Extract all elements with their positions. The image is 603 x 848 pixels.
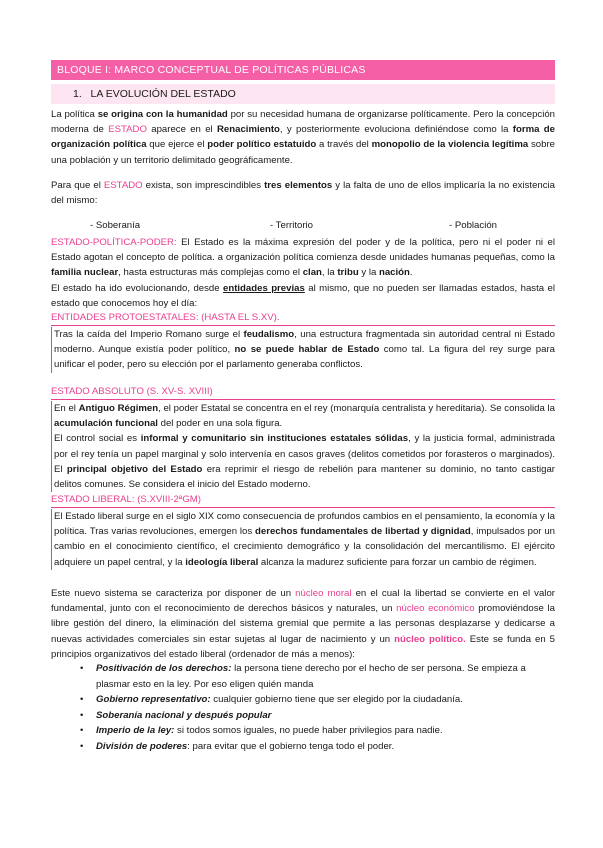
paragraph-liberal-nuclei: Este nuevo sistema se caracteriza por disponer de un núcleo moral en el cual la libertad se convierte en el valor fundamental, junto con el reconocimiento de derechos básicos y naturales, un núcleo económico promoviéndose la libre gestión del dinero, la eliminación del sistema gremial que permite a las personas desplazarse y dedicarse a nuevas actividades comerciales sin estar sujetas al lugar de nacimiento y un núcleo político. Este se funda en 5 principios organizativos del estado liberal (ordenador de más a menos):	[51, 588, 556, 660]
list-item: • Imperio de la ley: si todos somos iguales, no puede haber privilegios para nadie.	[80, 725, 443, 736]
section-title: LA EVOLUCIÓN DEL ESTADO	[90, 88, 236, 100]
list-item: • Soberanía nacional y después popular	[80, 709, 272, 721]
list-item: • Positivación de los derechos: la persona tiene derecho por el hecho de ser persona. Se empieza a plasmar esto en la ley. Por eso eligen quién manda	[80, 663, 526, 690]
list-item: • División de poderes: para evitar que el gobierno tenga todo el poder.	[80, 740, 395, 752]
paragraph-absolute-state: En el Antiguo Régimen, el poder Estatal se concentra en el rey (monarquía centralista y hereditaria). Se consolida la acumulación funcional del poder en una sola figura. El control social es informal y comunitario sin instituciones estatales sólidas, y la justicia formal, administrada por el rey tenía un papel marginal y solo intervenía en casos graves (delitos cometidos por forasteros o marginados). El principal objetivo del Estado era reprimir el riesgo de rebelión para mantener su dominio, no tanto castigar delitos comunes. Se considera el inicio del Estado moderno.	[51, 401, 555, 492]
element-population: - Población	[449, 220, 497, 231]
paragraph-elements: Para que el ESTADO exista, son imprescindibles tres elementos y la falta de uno de ellos implicaría la no existencia del mismo:	[51, 180, 555, 207]
paragraph-feudalism: Tras la caída del Imperio Romano surge el feudalismo, una estructura fragmentada sin autoridad central ni Estado moderno. Aunque existía poder político, no se puede hablar de Estado como tal. La figura del rey surge para unificar el poder, pero su elección por el parlamento generaba conflictos.	[51, 327, 555, 373]
element-territory: - Territorio	[270, 220, 314, 231]
heading-protostate: ENTIDADES PROTOESTATALES: (HASTA EL S.XV).	[51, 311, 555, 326]
list-item: • Gobierno representativo: cualquier gobierno tiene que ser elegido por la ciudadanía.	[80, 694, 463, 705]
paragraph-liberal-state: El Estado liberal surge en el siglo XIX como consecuencia de profundos cambios en el pensamiento, la economía y la política. Tras varias revoluciones, emergen los derechos fundamentales de libertad y dignidad, impulsados por un cambio en el conocimiento científico, el crecimiento demográfico y la consolidación del mercantilismo. El ejército adquiere un papel central, y la ideología liberal alcanza la madurez suficiente para forzar un cambio de régimen.	[51, 509, 555, 570]
heading-absolute-state: ESTADO ABSOLUTO (S. XV-S. XVIII)	[51, 385, 555, 400]
element-sovereignty: - Soberanía	[90, 220, 141, 231]
block-title-banner: BLOQUE I: MARCO CONCEPTUAL DE POLÍTICAS PÚBLICAS	[51, 60, 555, 80]
paragraph-state-politics-power: ESTADO-POLÍTICA-PODER: El Estado es la máxima expresión del poder y de la política, pero ni el poder ni el Estado agotan el concepto de política. a organización política comienza desde unidades humanas pequeñas, como la familia nuclear, hasta estructuras más complejas como el clan, la tribu y la nación.	[51, 237, 555, 279]
section-number: 1.	[73, 88, 82, 100]
heading-liberal-state: ESTADO LIBERAL: (S.XVIII-2ªGM)	[51, 493, 555, 508]
principles-list	[80, 661, 556, 754]
paragraph-evolution: El estado ha ido evolucionando, desde entidades previas al mismo, que no pueden ser llamadas estados, hasta el estado que conocemos hoy el día:	[51, 283, 555, 310]
section-heading	[51, 84, 555, 104]
paragraph-origin: La política se origina con la humanidad por su necesidad humana de organizarse políticamente. Pero la concepción moderna de ESTADO aparece en el Renacimiento, y posteriormente evoluciona definiéndose como la forma de organización política que ejerce el poder político estatuido a través del monopolio de la violencia legítima sobre una población y un territorio delimitado geográficamente.	[51, 109, 556, 166]
